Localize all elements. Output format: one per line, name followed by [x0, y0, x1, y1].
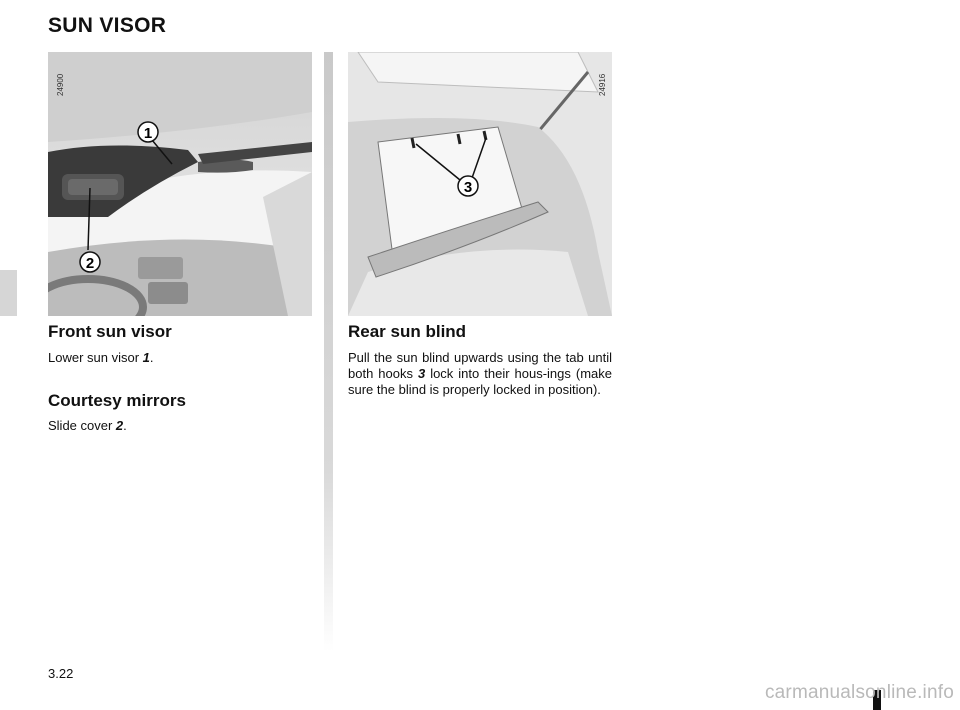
courtesy-mirrors-text: [48, 418, 127, 434]
rear-sun-blind-illustration: [348, 52, 612, 316]
rear-sun-blind-drawing: [348, 52, 612, 316]
callout-1-label: 1: [143, 125, 153, 142]
callout-3: [458, 176, 478, 196]
front-sun-visor-text-before: Lower sun visor: [48, 350, 143, 365]
front-figure-code: 24900: [56, 73, 65, 96]
callout-3-label: 3: [463, 179, 473, 196]
callout-1: [138, 122, 158, 142]
rear-sun-blind-text-after: lock into their hous-ings (make sure the blind is properly locked in position).: [348, 366, 612, 397]
page-title: SUN VISOR: [48, 14, 167, 37]
callout-2: [80, 252, 100, 272]
courtesy-mirrors-heading: Courtesy mirrors: [48, 391, 186, 410]
callout-2-label: 2: [85, 255, 95, 272]
rear-sun-blind-ref: 3: [417, 366, 426, 381]
rear-figure-code: 24916: [598, 73, 607, 96]
page-number: 3.22: [48, 666, 74, 681]
watermark: carmanualsonline.info: [764, 682, 954, 703]
section-tab: [0, 270, 17, 316]
courtesy-mirrors-text-after: .: [123, 418, 127, 433]
front-sun-visor-text-after: .: [149, 350, 154, 365]
front-sun-visor-ref: 1: [142, 350, 150, 365]
courtesy-mirrors-text-before: Slide cover: [48, 418, 116, 433]
rear-sun-blind-text-before: Pull the sun blind upwards using the tab until both hooks: [348, 350, 612, 381]
front-sun-visor-heading: Front sun visor: [48, 322, 172, 341]
column-divider: [324, 52, 333, 652]
rear-sun-blind-heading: Rear sun blind: [348, 322, 467, 341]
front-sun-visor-drawing: [48, 52, 312, 316]
front-sun-visor-text: [48, 350, 154, 366]
courtesy-mirrors-ref: 2: [115, 418, 124, 433]
rear-sun-blind-text: [348, 350, 612, 398]
front-sun-visor-illustration: [48, 52, 312, 316]
